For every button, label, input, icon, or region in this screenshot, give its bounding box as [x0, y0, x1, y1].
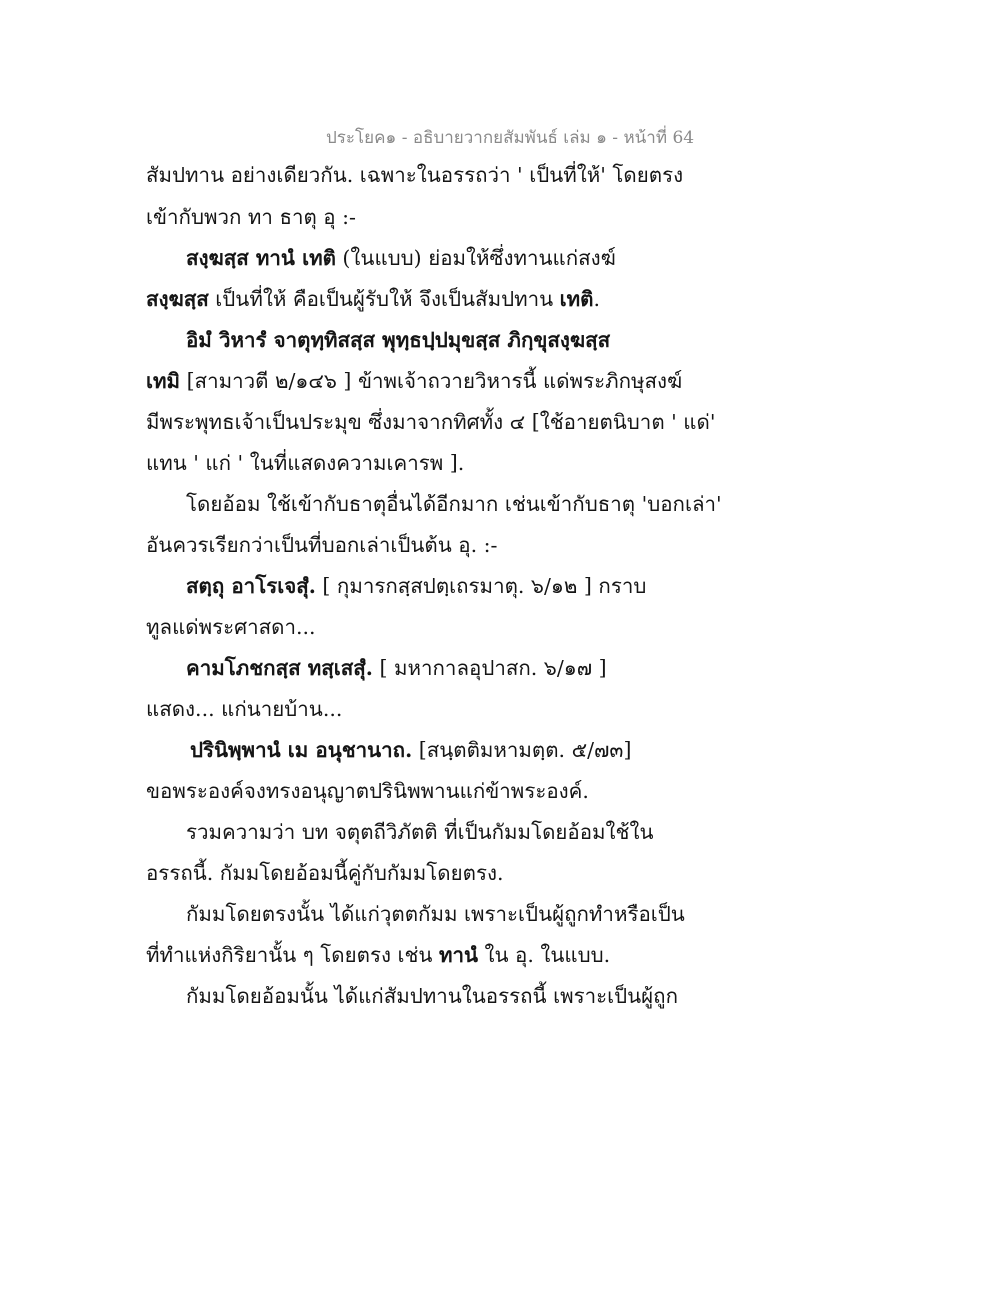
line-text: กัมมโดยตรงนั้น ได้แก่วุตตกัมม เพราะเป็นผู้ถูกทำหรือเป็น: [186, 902, 685, 926]
line-text: [ มหากาลอุปาสก. ๖/๑๗ ]: [372, 656, 607, 680]
text-line: [186, 818, 654, 846]
line-text: โดยอ้อม ใช้เข้ากับธาตุอื่นได้อีกมาก เช่นเข้ากับธาตุ 'บอกเล่า': [186, 492, 722, 516]
text-line: [146, 777, 589, 805]
pali-term: อิมํ วิหารํ จาตุทฺทิสสฺส พุทฺธปฺปมุขสฺส ภิกฺขุสงฺฆสฺส: [186, 328, 611, 352]
text-line: [186, 572, 646, 600]
line-text: ใน อุ. ในแบบ.: [477, 943, 611, 967]
line-text: ขอพระองค์จงทรงอนุญาตปรินิพพานแก่ข้าพระองค์.: [146, 779, 589, 803]
line-text: รวมความว่า บท จตุตถีวิภัตติ ที่เป็นกัมมโดยอ้อมใช้ใน: [186, 820, 654, 844]
text-line: [186, 326, 610, 354]
text-line: [146, 161, 683, 189]
text-line: [186, 244, 616, 272]
text-line: [146, 408, 715, 436]
line-text: (ในแบบ) ย่อมให้ซึ่งทานแก่สงฆ์: [335, 246, 616, 270]
text-line: [186, 654, 607, 682]
pali-term: ปรินิพฺพานํ เม อนุชานาถ.: [190, 738, 413, 762]
line-text: สัมปทาน อย่างเดียวกัน. เฉพาะในอรรถว่า ' เป็นที่ให้' โดยตรง: [146, 163, 684, 187]
line-text: .: [593, 287, 601, 311]
line-text: แทน ' แก่ ' ในที่แสดงความเคารพ ].: [146, 451, 465, 475]
pali-term: เทมิ: [146, 369, 181, 393]
line-text: เป็นที่ให้ คือเป็นผู้รับให้ จึงเป็นสัมปทาน: [208, 287, 560, 311]
pali-term: ทานํ: [438, 943, 478, 967]
text-line: [146, 531, 497, 559]
text-line: [186, 982, 678, 1010]
pali-term: สตฺถุ อาโรเจสุํ.: [186, 574, 316, 598]
line-text: มีพระพุทธเจ้าเป็นประมุข ซึ่งมาจากทิศทั้ง ๔ [ใช้อายตนิบาต ' แด่': [146, 410, 716, 434]
line-text: [สามาวตี ๒/๑๔๖ ] ข้าพเจ้าถวายวิหารนี้ แด่พระภิกษุสงฆ์: [180, 369, 683, 393]
page-header: ประโยค๑ - อธิบายวากยสัมพันธ์ เล่ม ๑ - หน้าที่ 64: [326, 128, 695, 148]
text-line: [190, 736, 631, 764]
line-text: กัมมโดยอ้อมนั้น ได้แก่สัมปทานในอรรถนี้ เพราะเป็นผู้ถูก: [186, 984, 678, 1008]
line-text: เข้ากับพวก ทา ธาตุ อุ :-: [146, 205, 356, 229]
text-line: [186, 490, 722, 518]
line-text: อันควรเรียกว่าเป็นที่บอกเล่าเป็นต้น อุ. :-: [146, 533, 498, 557]
text-line: [146, 941, 610, 969]
text-line: [146, 367, 682, 395]
pali-term: คามโภชกสฺส ทสฺเสสุํ.: [186, 656, 373, 680]
text-line: [146, 203, 356, 231]
line-text: ที่ทำแห่งกิริยานั้น ๆ โดยตรง เช่น: [146, 943, 439, 967]
text-line: [146, 613, 316, 641]
text-line: [146, 285, 600, 313]
pali-term: สงฺฆสฺส: [146, 287, 209, 311]
pali-term: สงฺฆสฺส ทานํ เทติ: [186, 246, 336, 270]
line-text: ทูลแด่พระศาสดา...: [146, 615, 316, 639]
line-text: [ กุมารกสฺสปตฺเถรมาตุ. ๖/๑๒ ] กราบ: [315, 574, 647, 598]
text-line: [186, 900, 685, 928]
line-text: แสดง... แก่นายบ้าน...: [146, 697, 343, 721]
text-line: [146, 695, 342, 723]
line-text: อรรถนี้. กัมมโดยอ้อมนี้คู่กับกัมมโดยตรง.: [146, 861, 504, 885]
pali-term: เทติ: [559, 287, 594, 311]
line-text: [สนฺตติมหามตฺต. ๕/๗๓]: [412, 738, 632, 762]
text-line: [146, 449, 464, 477]
text-line: [146, 859, 503, 887]
